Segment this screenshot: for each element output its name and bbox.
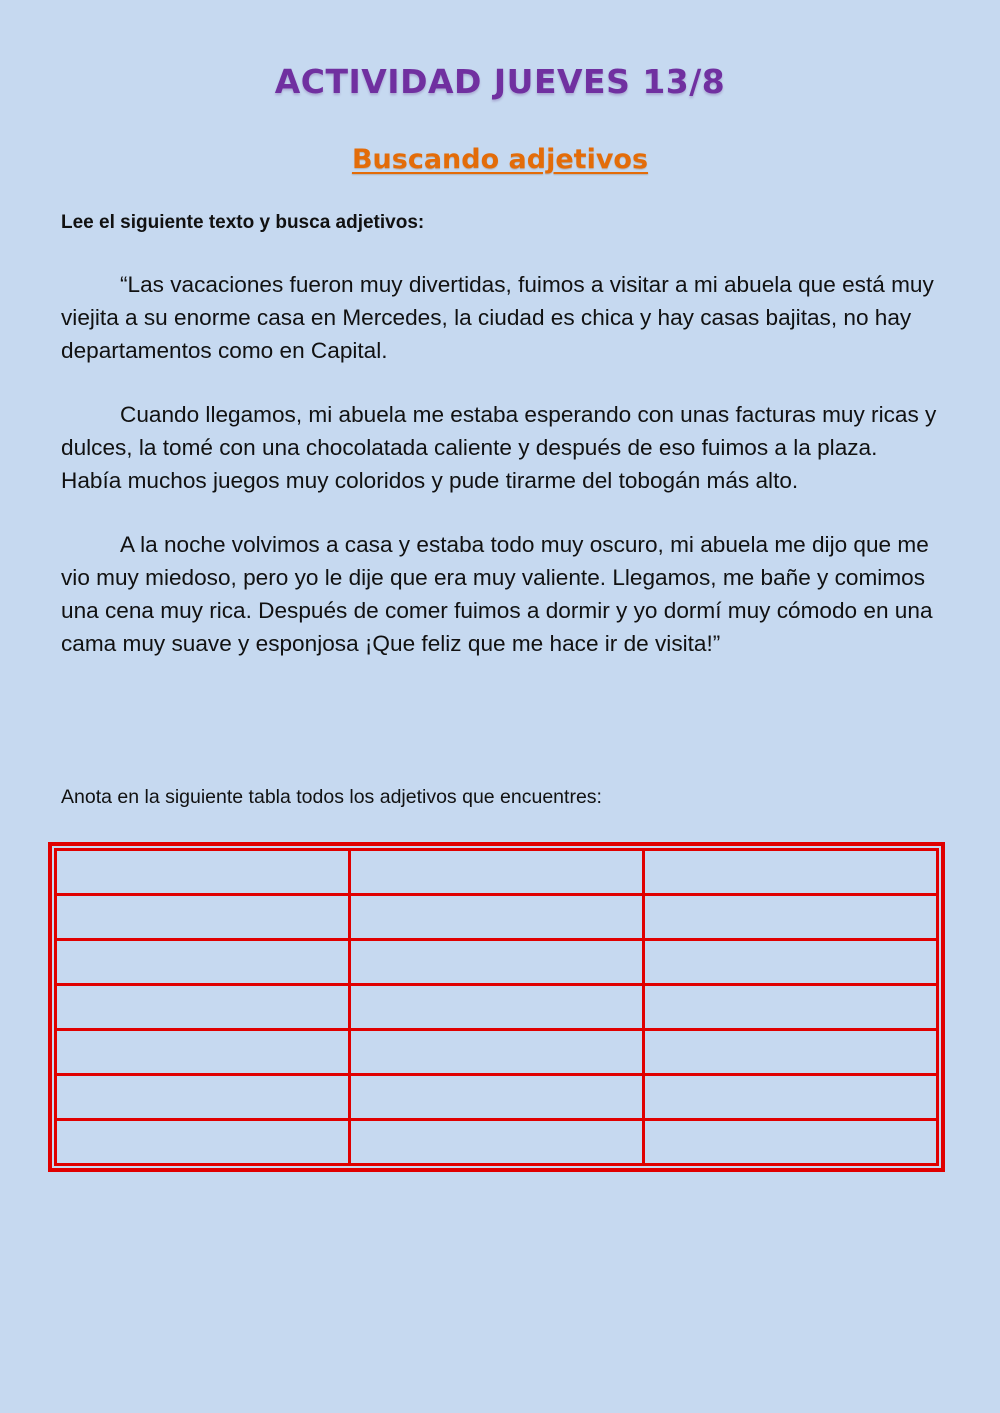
answer-cell[interactable] [644,985,938,1030]
adjectives-table [48,842,945,1172]
table-row [56,940,938,985]
answer-cell[interactable] [56,1075,350,1120]
answer-cell[interactable] [56,1120,350,1165]
story-paragraph: Cuando llegamos, mi abuela me estaba esperando con unas facturas muy ricas y dulces, la tomé con una chocolatada caliente y después de eso fuimos a la plaza. Había muchos juegos muy coloridos y pude tirarme del tobogán más alto. [61,402,937,493]
answer-cell[interactable] [56,985,350,1030]
answer-cell[interactable] [56,1030,350,1075]
answer-cell[interactable] [56,850,350,895]
answer-cell[interactable] [350,940,644,985]
answer-cell[interactable] [350,895,644,940]
adjectives-table-grid [54,848,939,1166]
answer-cell[interactable] [350,850,644,895]
answer-cell[interactable] [350,1075,644,1120]
answer-cell[interactable] [644,850,938,895]
answer-cell[interactable] [56,940,350,985]
table-row [56,850,938,895]
answer-cell[interactable] [350,1030,644,1075]
answer-cell[interactable] [644,1075,938,1120]
table-row [56,895,938,940]
answer-cell[interactable] [350,1120,644,1165]
table-row [56,1075,938,1120]
answer-cell[interactable] [644,895,938,940]
answer-cell[interactable] [644,940,938,985]
page-subtitle: Buscando adjetivos [351,144,649,175]
answer-cell[interactable] [644,1030,938,1075]
answer-cell[interactable] [56,895,350,940]
table-instruction: Anota en la siguiente tabla todos los adjetivos que encuentres: [61,786,602,808]
reading-instruction: Lee el siguiente texto y busca adjetivos: [61,212,425,233]
table-row [56,1120,938,1165]
story-paragraph: “Las vacaciones fueron muy divertidas, fuimos a visitar a mi abuela que está muy viejita a su enorme casa en Mercedes, la ciudad es chica y hay casas bajitas, no hay departamentos como en Capital. [61,272,934,363]
table-row [56,985,938,1030]
story-text [61,268,941,691]
story-paragraph: A la noche volvimos a casa y estaba todo muy oscuro, mi abuela me dijo que me vio muy miedoso, pero yo le dije que era muy valiente. Llegamos, me bañe y comimos una cena muy rica. Después de comer fuimos a dormir y yo dormí muy cómodo en una cama muy suave y esponjosa ¡Que feliz que me hace ir de visita!” [61,532,933,656]
page-title: ACTIVIDAD JUEVES 13/8 [274,62,726,101]
answer-cell[interactable] [350,985,644,1030]
table-row [56,1030,938,1075]
answer-cell[interactable] [644,1120,938,1165]
